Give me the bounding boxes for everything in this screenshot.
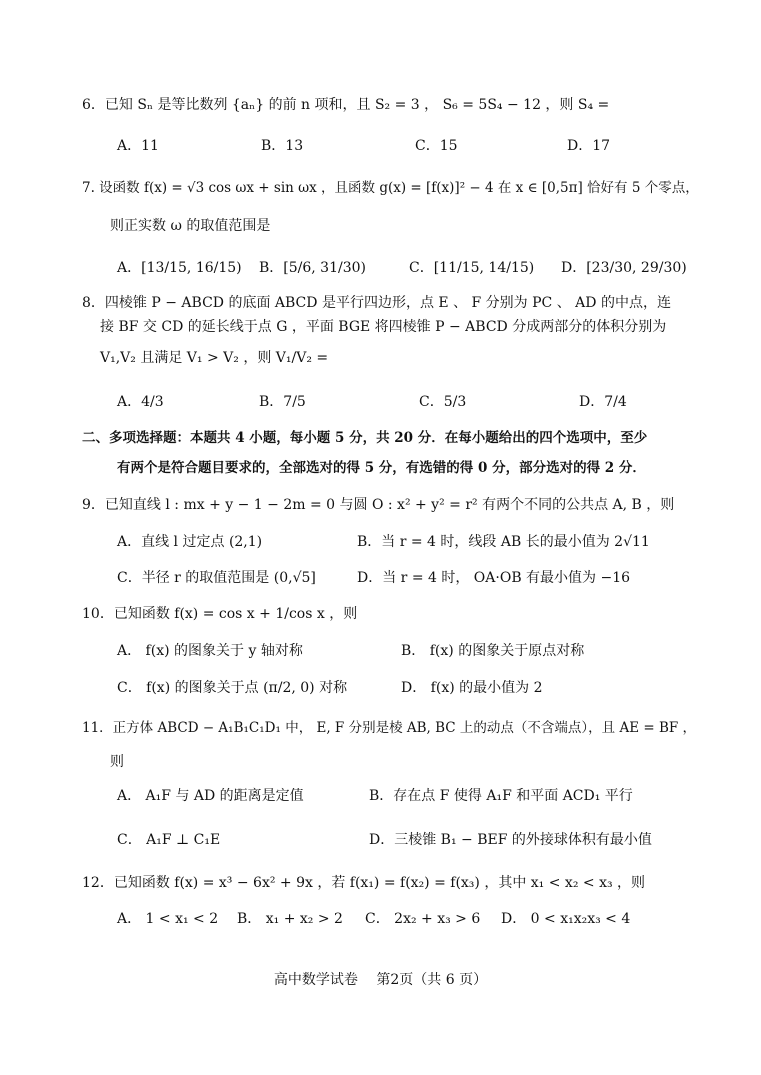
question-7-option-b: B．[5/6, 31/30) [259,260,366,276]
question-12-option-d: D． 0 < x₁x₂x₃ < 4 [501,911,631,927]
question-11-option-c: C． A₁F ⊥ C₁E [117,832,221,848]
question-9-option-c: C．半径 r 的取值范围是 (0,√5] [117,570,316,586]
question-8-stem-line3: V₁,V₂ 且满足 V₁ > V₂ ，则 V₁/V₂ = [100,350,329,366]
question-10-stem: 10．已知函数 f(x) = cos x + 1/cos x ，则 [82,606,358,622]
question-10-option-a: A． f(x) 的图象关于 y 轴对称 [117,643,303,659]
question-11-option-d: D．三棱锥 B₁ − BEF 的外接球体积有最小值 [369,832,652,848]
question-9-stem: 9．已知直线 l : mx + y − 1 − 2m = 0 与圆 O : x² + y² = r² 有两个不同的公共点 A, B ，则 [82,497,675,513]
question-9-option-a: A．直线 l 过定点 (2,1) [117,534,263,550]
section-2-heading-line1: 二、多项选择题：本题共 4 小题，每小题 5 分，共 20 分．在每小题给出的四个选项中，至少 [82,430,648,446]
question-8-stem-line1: 8．四棱锥 P − ABCD 的底面 ABCD 是平行四边形，点 E 、 F 分别为 PC 、 AD 的中点，连 [82,295,671,311]
question-6-option-c: C．15 [415,138,458,154]
question-7-option-d: D．[23/30, 29/30) [561,260,687,276]
question-7-option-a: A．[13/15, 16/15) [117,260,242,276]
question-6-option-d: D．17 [567,138,611,154]
question-6-option-b: B．13 [261,138,304,154]
question-6-stem: 6．已知 Sₙ 是等比数列 {aₙ} 的前 n 项和，且 S₂ = 3 ， S₆ = 5S₄ − 12 ，则 S₄ = [82,97,610,113]
section-2-heading-line2: 有两个是符合题目要求的，全部选对的得 5 分，有选错的得 0 分，部分选对的得 2 分． [117,460,646,476]
question-10-option-b: B． f(x) 的图象关于原点对称 [401,643,585,659]
question-11-option-a: A． A₁F 与 AD 的距离是定值 [117,788,304,804]
question-12-option-c: C． 2x₂ + x₃ > 6 [365,911,481,927]
page-footer: 高中数学试卷 第2页（共 6 页） [273,972,488,988]
question-10-option-d: D． f(x) 的最小值为 2 [401,680,543,696]
question-6-option-a: A．11 [117,138,159,154]
question-11-stem-line1: 11．正方体 ABCD − A₁B₁C₁D₁ 中， E, F 分别是棱 AB, BC 上的动点（不含端点），且 AE = BF ， [82,720,697,736]
question-7-stem-line2: 则正实数 ω 的取值范围是 [110,218,271,234]
question-9-option-b: B．当 r = 4 时，线段 AB 长的最小值为 2√11 [357,534,650,550]
question-8-stem-line2: 接 BF 交 CD 的延长线于点 G ，平面 BGE 将四棱锥 P − ABCD 分成两部分的体积分别为 [100,319,667,335]
question-8-option-c: C．5/3 [419,394,467,410]
question-11-stem-line2: 则 [110,754,124,770]
question-8-option-a: A．4/3 [117,394,164,410]
question-7-stem-line1: 7. 设函数 f(x) = √3 cos ωx + sin ωx ，且函数 g(x) = [f(x)]² − 4 在 x ∈ [0,5π] 恰好有 5 个零点， [82,180,699,196]
question-12-option-b: B． x₁ + x₂ > 2 [237,911,343,927]
question-11-option-b: B．存在点 F 使得 A₁F 和平面 ACD₁ 平行 [369,788,633,804]
question-10-option-c: C． f(x) 的图象关于点 (π/2, 0) 对称 [117,680,348,696]
question-12-option-a: A． 1 < x₁ < 2 [117,911,219,927]
question-8-option-d: D．7/4 [579,394,627,410]
question-12-stem: 12．已知函数 f(x) = x³ − 6x² + 9x ，若 f(x₁) = f(x₂) = f(x₃) ，其中 x₁ < x₂ < x₃ ，则 [82,875,646,891]
question-7-option-c: C．[11/15, 14/15) [409,260,535,276]
question-8-option-b: B．7/5 [259,394,306,410]
question-9-option-d: D．当 r = 4 时， OA·OB 有最小值为 −16 [357,570,631,586]
